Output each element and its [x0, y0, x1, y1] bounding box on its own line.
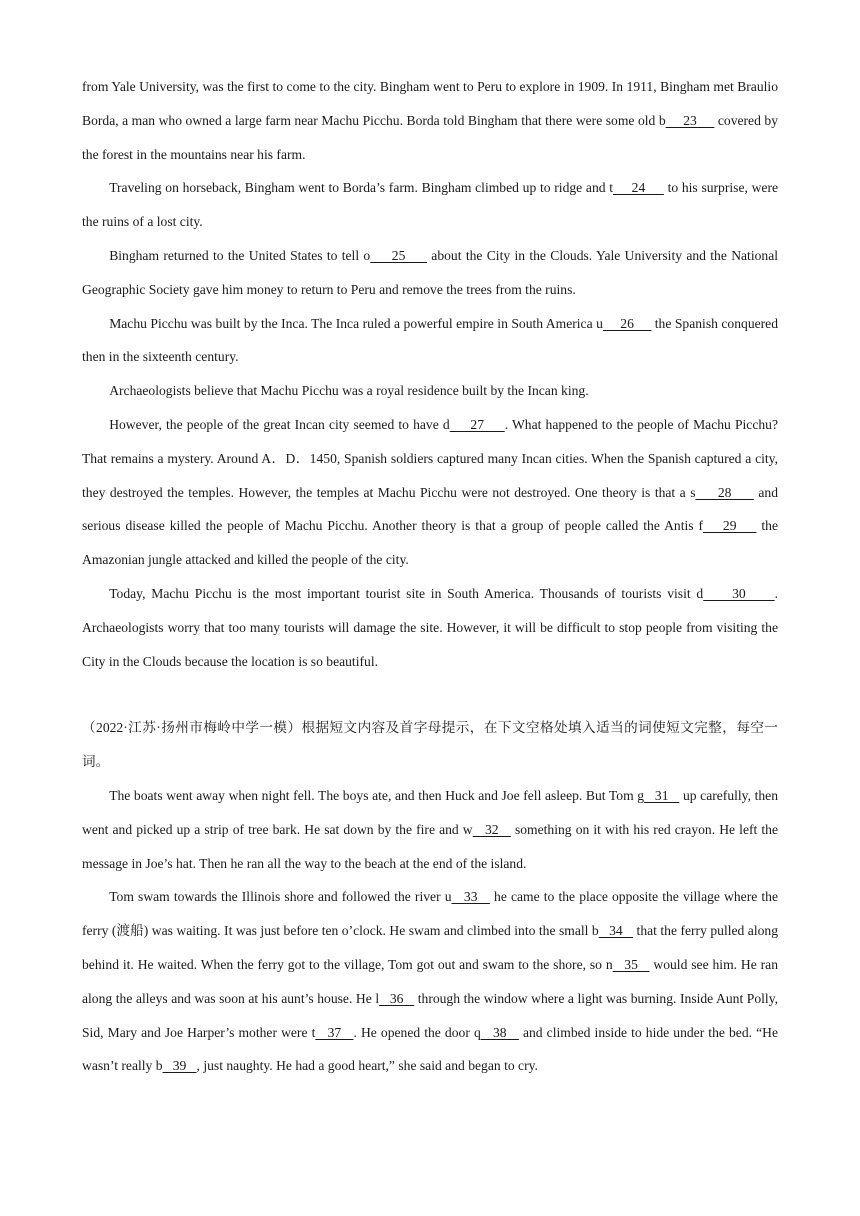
paragraph-text: Archaeologists believe that Machu Picchu was a royal residence built by the Incan king.: [109, 383, 589, 399]
answer-blank[interactable]: 29: [703, 518, 757, 534]
paragraph: [82, 374, 778, 408]
paragraph-text: Bingham returned to the United States to tell o: [109, 247, 371, 263]
answer-blank[interactable]: 37: [315, 1024, 354, 1040]
answer-blank[interactable]: 31: [644, 787, 680, 803]
paragraph: [82, 779, 778, 880]
paragraph-text: The boats went away when night fell. The boys ate, and then Huck and Joe fell asleep. But Tom g: [109, 787, 645, 803]
paragraph-text: would see him. He ran along the alleys and was soon at his aunt’s house. He l: [82, 956, 779, 1006]
paragraph-text: Tom swam towards the Illinois shore and followed the river u: [109, 889, 452, 905]
answer-blank[interactable]: 26: [602, 315, 652, 331]
paragraph-text: about the City in the Clouds. Yale University and the National Geographic Society gave him money to return to Peru and remove the trees from the ruins.: [82, 247, 779, 297]
paragraph-text: covered by the forest in the mountains near his farm.: [82, 112, 778, 162]
section-spacer: [82, 678, 778, 711]
paragraph: [82, 880, 778, 1083]
answer-blank[interactable]: 32: [472, 821, 511, 837]
paragraph-text: up carefully, then went and picked up a strip of tree bark. He sat down by the fire and w: [82, 787, 778, 837]
paragraph-text: Today, Machu Picchu is the most important tourist site in South America. Thousands of tourists visit d: [109, 585, 704, 601]
paragraph-text: through the window where a light was burning. Inside Aunt Polly, Sid, Mary and Joe Harper’s mother were t: [82, 990, 779, 1040]
paragraph-text: something on it with his red crayon. He left the message in Joe’s hat. Then he ran all the way to the beach at the end of the island.: [82, 821, 779, 871]
paragraph-text: to his surprise, were the ruins of a lost city.: [82, 180, 779, 230]
passage-tom-sawyer: [82, 779, 778, 1083]
answer-blank[interactable]: 39: [162, 1058, 197, 1074]
paragraph: [82, 408, 778, 577]
answer-blank[interactable]: 25: [370, 247, 427, 263]
exercise-source-note: （2022·江苏·扬州市梅岭中学一模）根据短文内容及首字母提示，在下文空格处填入适当的词使短文完整，每空一词。: [82, 720, 778, 770]
paragraph-text: the Amazonian jungle attacked and killed the people of the city.: [82, 518, 778, 568]
document-page: [82, 70, 778, 1083]
paragraph: [82, 239, 778, 307]
answer-blank[interactable]: 27: [449, 416, 505, 432]
paragraph-text: Traveling on horseback, Bingham went to Borda’s farm. Bingham climbed up to ridge and t: [109, 180, 614, 196]
paragraph-text: . Archaeologists worry that too many tourists will damage the site. However, it will be difficult to stop people from visiting the City in the Clouds because the location is so beautiful.: [82, 585, 779, 669]
paragraph-text: that the ferry pulled along behind it. He waited. When the ferry got to the village, Tom got out and swam to the shore, so n: [82, 923, 778, 972]
paragraph: [82, 307, 778, 375]
answer-blank[interactable]: 33: [451, 889, 490, 905]
paragraph-text: . He opened the door q: [353, 1024, 481, 1040]
paragraph-text: the Spanish conquered then in the sixteenth century.: [82, 315, 779, 365]
answer-blank[interactable]: 24: [613, 180, 664, 196]
paragraph: [82, 577, 778, 678]
answer-blank[interactable]: 30: [703, 585, 775, 601]
paragraph-text: he came to the place opposite the village where the ferry (渡船) was waiting. It was just before ten o’clock. He swam and climbed into the small b: [82, 889, 779, 939]
paragraph-text: , just naughty. He had a good heart,” she said and began to cry.: [196, 1058, 538, 1074]
answer-blank[interactable]: 36: [379, 990, 415, 1006]
passage-machu-picchu: [82, 70, 778, 678]
paragraph-text: . What happened to the people of Machu Picchu? That remains a mystery. Around A．D．1450, Spanish soldiers captured many Incan cities. When the Spanish captured a city, they destroyed the temples. However, the temples at Machu Picchu were not destroyed. One theory is that a s: [82, 416, 778, 500]
answer-blank[interactable]: 23: [665, 112, 715, 128]
answer-blank[interactable]: 38: [480, 1024, 519, 1040]
paragraph-text: and climbed inside to hide under the bed. “He wasn’t really b: [82, 1024, 779, 1074]
paragraph-text: from Yale University, was the first to come to the city. Bingham went to Peru to explore in 1909. In 1911, Bingham met Braulio Borda, a man who owned a large farm near Machu Picchu. Borda told Bingham that there were some old b: [82, 79, 778, 128]
paragraph-text: and serious disease killed the people of Machu Picchu. Another theory is that a group of people called the Antis f: [82, 484, 778, 534]
paragraph-text: Machu Picchu was built by the Inca. The Inca ruled a powerful empire in South America u: [109, 315, 603, 331]
paragraph: [82, 70, 778, 171]
answer-blank[interactable]: 28: [695, 484, 754, 500]
answer-blank[interactable]: 35: [612, 956, 650, 972]
answer-blank[interactable]: 34: [598, 923, 634, 939]
paragraph-text: However, the people of the great Incan city seemed to have d: [109, 416, 450, 432]
paragraph: [82, 171, 778, 239]
